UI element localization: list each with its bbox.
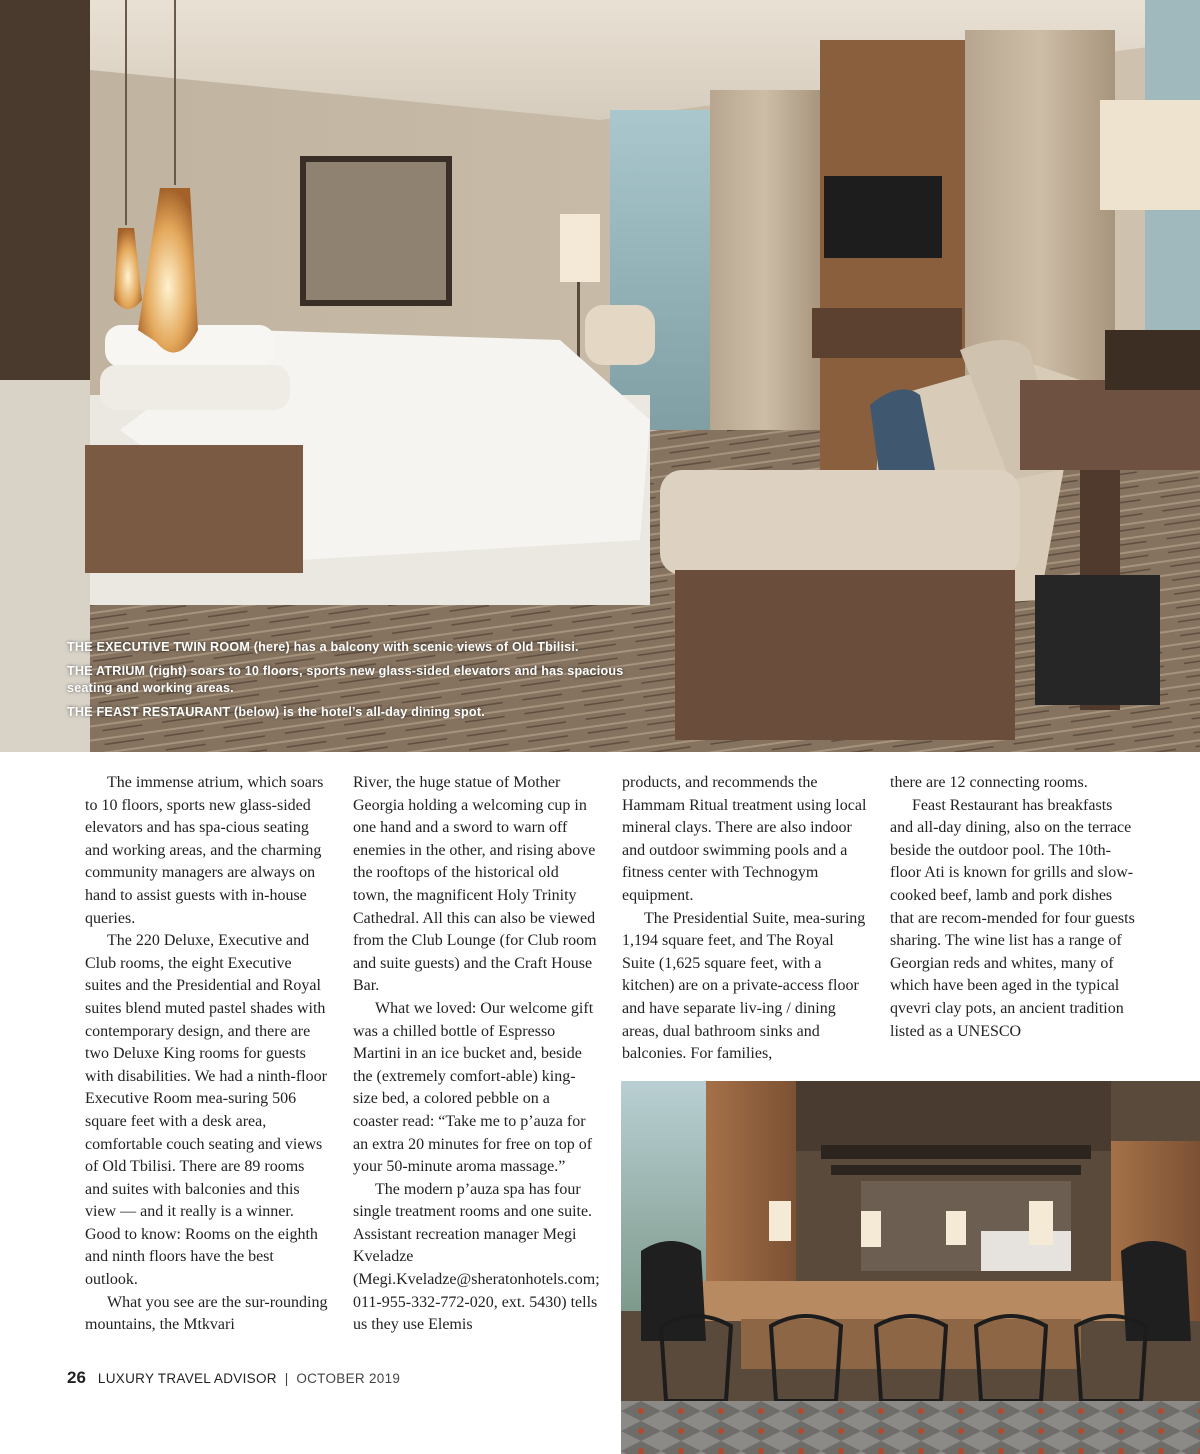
caption-atrium: THE ATRIUM (right) soars to 10 floors, sports new glass-sided elevators and has spacious seating and working areas. — [67, 664, 624, 695]
photo-captions — [67, 639, 667, 728]
page-footer — [67, 1367, 400, 1389]
issue-date: OCTOBER 2019 — [296, 1370, 401, 1386]
paragraph: River, the huge statue of Mother Georgia holding a welcoming cup in one hand and a sword to warn off enemies in the other, and rising above the rooftops of the historical old town, the magnificent Holy Trinity Cathedral. All this can also be viewed from the Club Lounge (for Club room and suite guests) and the Craft House Bar. — [353, 774, 597, 995]
caption-feast-restaurant: THE FEAST RESTAURANT (below) is the hotel’s all-day dining spot. — [67, 705, 485, 719]
article-column-3 — [622, 772, 867, 1066]
paragraph: The immense atrium, which soars to 10 floors, sports new glass-sided elevators and has spa-cious seating and working areas, and the charming community managers are always on hand to assist guests with in-house queries. — [85, 774, 324, 927]
paragraph: The Presidential Suite, mea-suring 1,194 square feet, and The Royal Suite (1,625 square feet, with a kitchen) are on a private-access floor and have separate liv-ing / dining areas, dual bathroom sinks and balconies. For families, — [622, 909, 866, 1063]
page-number: 26 — [67, 1368, 86, 1387]
paragraph: Feast Restaurant has breakfasts and all-day dining, also on the terrace beside the outdoor pool. The 10th-floor Ati is known for grills and slow-cooked beef, lamb and pork dishes that are recom-mended for four guests sharing. The wine list has a range of Georgian reds and whites, many of which have been aged in the typical qvevri clay pots, an ancient tradition listed as a UNESCO — [890, 796, 1135, 1040]
paragraph: What we loved: Our welcome gift was a chilled bottle of Espresso Martini in an ice bucket and, beside the (extremely comfort-able) king-size bed, a colored pebble on a coaster read: “Take me to p’auza for an extra 20 minutes for free on top of your 50-minute aroma massage.” — [353, 999, 594, 1176]
caption-executive-twin-room: THE EXECUTIVE TWIN ROOM (here) has a balcony with scenic views of Old Tbilisi. — [67, 640, 579, 654]
restaurant-illustration — [621, 1081, 1200, 1454]
magazine-title: LUXURY TRAVEL ADVISOR — [97, 1370, 277, 1386]
paragraph: What you see are the sur-rounding mountains, the Mtkvari — [85, 1293, 328, 1334]
paragraph: The 220 Deluxe, Executive and Club rooms, the eight Executive suites and the Presidential and Royal suites blend muted pastel shades with contemporary design, and there are two Deluxe King rooms for guests with disabilities. We had a ninth-floor Executive Room mea-suring 506 square feet with a desk area, comfortable couch seating and views of Old Tbilisi. There are 89 rooms and suites with balconies and this view — and it really is a winner. Good to know: Rooms on the eighth and ninth floors have the best outlook. — [85, 932, 327, 1289]
article-column-2 — [353, 772, 598, 1337]
article-column-1 — [85, 772, 330, 1337]
paragraph: The modern p’auza spa has four single treatment rooms and one suite. Assistant recreation manager Megi Kveladze (Megi.Kveladze@sheratonhotels.com; 011-955-332-772-020, ext. 5430) tells us they use Elemis — [353, 1180, 600, 1334]
paragraph: there are 12 connecting rooms. — [890, 774, 1088, 791]
feast-restaurant-photo — [621, 1081, 1200, 1454]
article-column-4 — [890, 772, 1135, 1043]
footer-separator: | — [284, 1370, 289, 1386]
paragraph: products, and recommends the Hammam Ritual treatment using local mineral clays. There are also indoor and outdoor swimming pools and a fitness center with Technogym equipment. — [622, 774, 867, 904]
